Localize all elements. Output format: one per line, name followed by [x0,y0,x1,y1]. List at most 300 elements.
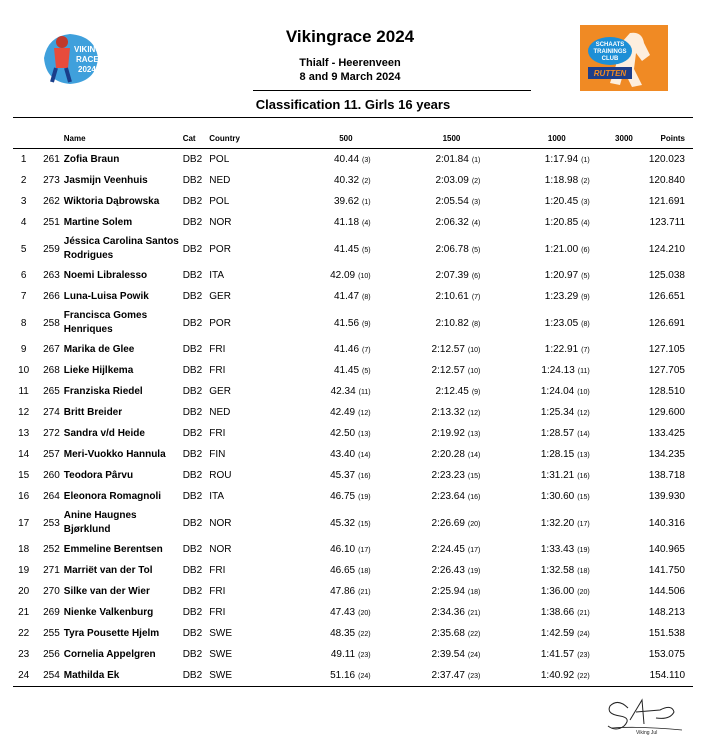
bib-number: 269 [43,607,60,618]
athlete-name: Britt Breider [63,406,123,418]
time-1500: 2:25.94 (18) [431,586,481,597]
bib-number: 273 [43,175,60,186]
svg-text:Viking Jul: Viking Jul [636,730,658,735]
category: DB2 [182,491,203,502]
rank-1000: (13) [577,452,590,459]
table-header-row [13,128,693,149]
rank: 23 [18,649,30,660]
bib-number: 263 [43,270,60,281]
rank-500: (3) [362,157,371,164]
country: FRI [209,344,226,355]
time-1000: 1:28.15 (13) [540,449,590,460]
points: 154.110 [649,670,685,681]
athlete-name: Lieke Hijlkema [63,364,134,376]
rank-1500: (13) [467,431,481,438]
table-row [13,581,693,602]
time-1000: 1:36.00 (20) [540,586,590,597]
table-row [13,212,693,233]
rank-1500: (12) [467,410,481,417]
rank-1500: (14) [467,452,481,459]
time-500: 41.56 (9) [333,317,371,329]
rank-1000: (15) [577,494,590,501]
col-name: Name [63,133,86,143]
time-500: 48.35 (22) [330,628,371,639]
athlete-name: Cornelia Appelgren [63,648,156,660]
athlete-name: Teodora Pârvu [63,469,134,481]
points: 120.840 [648,175,685,186]
time-3000 [600,423,649,444]
table-row [13,233,693,265]
points: 151.538 [648,628,685,639]
rank-1000: (12) [577,410,590,417]
results-table [13,128,693,687]
rank-1000: (1) [581,157,590,164]
time-1500: 2:07.39 (6) [435,270,481,281]
time-1500: 2:24.45 (17) [431,544,481,555]
time-1500: 2:19.92 (13) [431,428,481,439]
time-3000 [600,623,649,644]
time-3000 [600,581,649,602]
time-500: 41.18 (4) [333,217,371,228]
rank: 3 [20,196,27,207]
bib-number: 270 [43,586,60,597]
rank-1500: (10) [467,347,481,354]
header-divider [253,90,531,91]
time-3000 [600,191,649,212]
points: 140.965 [648,544,685,555]
classification-title: Classification 11. Girls 16 years [255,97,451,112]
time-1000: 1:32.58 (18) [540,565,590,576]
rank-1500: (20) [467,520,481,528]
rank: 18 [18,544,30,555]
rank-500: (10) [358,273,371,280]
time-500: 41.46 (7) [333,344,371,355]
time-500: 42.49 (12) [330,407,371,418]
table-row [13,381,693,402]
time-1000: 1:28.57 (14) [540,428,590,439]
time-1500: 2:01.84 (1) [435,154,481,165]
rank-1000: (2) [581,178,590,185]
country: FRI [209,607,226,618]
time-500: 39.62 (1) [333,196,371,207]
rank-500: (7) [362,347,371,354]
table-row [13,665,693,687]
points: 127.705 [648,365,685,376]
time-1000: 1:25.34 (12) [540,407,590,418]
category: DB2 [182,407,203,418]
rank-500: (5) [362,368,371,375]
rank-500: (11) [358,389,371,396]
category: DB2 [182,317,203,329]
category: DB2 [182,270,203,281]
points: 133.425 [648,428,685,439]
rank-1500: (9) [471,389,481,396]
svg-text:SCHAATS: SCHAATS [595,42,625,48]
athlete-name: Zofia Braun [63,153,120,165]
points: 134.235 [648,449,685,460]
athlete-name: Luna-Luisa Powik [63,290,149,302]
rank-1000: (6) [581,246,590,254]
time-3000 [600,644,649,665]
time-500: 42.34 (11) [330,386,371,397]
time-3000 [600,539,649,560]
points: 126.691 [648,317,685,329]
points: 148.213 [648,607,685,618]
category: DB2 [182,365,203,376]
country: FIN [209,449,226,460]
rank: 4 [20,217,27,228]
time-1500: 2:12.45 (9) [435,386,481,397]
rank-1000: (7) [581,347,590,354]
rank-1000: (9) [581,294,590,301]
time-3000 [600,486,649,507]
rank: 13 [18,428,30,439]
rank-1000: (11) [577,368,590,375]
bib-number: 274 [43,407,60,418]
bib-number: 257 [43,449,60,460]
event-date: 8 and 9 March 2024 [299,71,401,83]
time-3000 [600,339,649,360]
time-3000 [600,507,649,539]
rank-1000: (4) [581,220,590,227]
bib-number: 267 [43,344,60,355]
time-1000: 1:23.05 (8) [544,317,590,329]
country: GER [209,291,231,302]
category: DB2 [182,544,203,555]
category: DB2 [182,607,203,618]
time-1000: 1:21.00 (6) [544,243,590,255]
time-500: 41.45 (5) [333,365,371,376]
rank: 15 [18,470,30,481]
rank: 10 [18,365,30,376]
time-3000 [600,149,649,171]
country: ROU [209,470,232,481]
athlete-name: Jéssica Carolina Santos Rodrigues [63,236,179,261]
rank: 19 [18,565,30,576]
table-row [13,623,693,644]
table-row [13,486,693,507]
time-1000: 1:32.20 (17) [540,517,590,529]
time-1500: 2:10.61 (7) [435,291,481,302]
time-1500: 2:12.57 (10) [431,365,481,376]
country: FRI [209,586,226,597]
country: NED [209,175,231,186]
rank-500: (22) [358,631,371,638]
points: 120.023 [648,154,685,165]
time-3000 [600,212,649,233]
rank: 8 [20,317,27,329]
time-500: 40.32 (2) [333,175,371,186]
svg-text:RACE: RACE [76,55,99,64]
rank-1500: (24) [467,652,481,659]
time-500: 45.32 (15) [330,517,371,529]
time-3000 [600,465,649,486]
category: DB2 [182,175,203,186]
rank-1500: (21) [467,610,481,617]
time-3000 [600,233,649,265]
rank: 5 [20,243,27,255]
table-row [13,170,693,191]
time-3000 [600,381,649,402]
vikingrace-logo [40,28,102,88]
bib-number: 265 [43,386,60,397]
rank-500: (17) [358,547,371,554]
table-row [13,423,693,444]
category: DB2 [182,196,203,207]
table-row [13,307,693,339]
time-1500: 2:06.78 (5) [435,243,481,255]
points: 129.600 [648,407,685,418]
rank-500: (14) [358,452,371,459]
time-1500: 2:35.68 (22) [431,628,481,639]
rank-1500: (2) [471,178,481,185]
country: ITA [209,270,225,281]
signature [600,690,690,735]
rank: 24 [18,670,30,681]
rank-1500: (10) [467,368,481,375]
time-1500: 2:23.64 (16) [431,491,481,502]
time-1000: 1:24.04 (10) [540,386,590,397]
table-row [13,149,693,171]
time-3000 [600,265,649,286]
rank-1500: (23) [467,673,481,680]
rank-500: (19) [358,494,371,501]
rank: 20 [18,586,30,597]
points: 127.105 [648,344,685,355]
rank-1500: (19) [467,568,481,575]
table-row [13,644,693,665]
points: 123.711 [649,217,685,228]
time-1000: 1:38.66 (21) [540,607,590,618]
time-1000: 1:22.91 (7) [544,344,590,355]
points: 128.510 [648,386,685,397]
time-1000: 1:41.57 (23) [540,649,590,660]
rank-1000: (24) [577,631,590,638]
bib-number: 272 [43,428,60,439]
table-row [13,539,693,560]
athlete-name: Nienke Valkenburg [63,606,154,618]
rank-1500: (5) [471,246,481,254]
time-1500: 2:34.36 (21) [431,607,481,618]
table-row [13,402,693,423]
bib-number: 264 [43,491,60,502]
rank-500: (1) [362,199,371,206]
rank-1500: (6) [471,273,481,280]
rank-1000: (14) [577,431,590,438]
time-3000 [600,444,649,465]
time-500: 49.11 (23) [330,649,371,660]
table-row [13,444,693,465]
rank: 16 [18,491,30,502]
rank-500: (8) [362,294,371,301]
rank-1000: (10) [577,389,590,396]
time-3000 [600,286,649,307]
bib-number: 262 [43,196,60,207]
rank-1500: (8) [471,320,481,328]
rank-1500: (22) [467,631,481,638]
time-1000: 1:18.98 (2) [544,175,590,186]
country: POR [209,317,231,329]
rank-1500: (4) [471,220,481,227]
rank: 21 [18,607,30,618]
rank-1500: (18) [467,589,481,596]
rank: 2 [20,175,27,186]
category: DB2 [182,628,203,639]
rank-500: (20) [358,610,371,617]
category: DB2 [182,291,203,302]
time-1500: 2:12.57 (10) [431,344,481,355]
bib-number: 261 [43,154,60,165]
club-logo [580,25,668,91]
rank-1500: (15) [467,473,481,480]
rank-1000: (19) [577,547,590,554]
time-1500: 2:05.54 (3) [435,196,481,207]
points: 125.038 [648,270,685,281]
rank: 7 [20,291,27,302]
bib-number: 268 [43,365,60,376]
time-3000 [600,307,649,339]
bib-number: 259 [43,243,60,255]
athlete-name: Franziska Riedel [63,385,143,397]
rank: 22 [18,628,30,639]
rank-1000: (8) [581,320,590,328]
category: DB2 [182,670,203,681]
rank-1000: (16) [577,473,590,480]
category: DB2 [182,517,203,529]
rank: 12 [18,407,30,418]
athlete-name: Marriët van der Tol [63,564,153,576]
table-row [13,360,693,381]
rank-500: (2) [362,178,371,185]
time-1500: 2:37.47 (23) [431,670,481,681]
rank-1500: (7) [471,294,481,301]
country: SWE [209,628,233,639]
rank: 6 [20,270,27,281]
time-500: 41.47 (8) [333,291,371,302]
country: NOR [209,217,232,228]
athlete-name: Anine Haugnes Bjørklund [63,510,137,535]
category: DB2 [182,386,203,397]
time-1000: 1:33.43 (19) [540,544,590,555]
time-1500: 2:06.32 (4) [435,217,481,228]
athlete-name: Francisca Gomes Henriques [63,310,148,335]
rank-1000: (17) [577,520,590,528]
country: GER [209,386,231,397]
time-1000: 1:17.94 (1) [544,154,590,165]
table-row [13,286,693,307]
time-1000: 1:24.13 (11) [541,365,590,376]
athlete-name: Marika de Glee [63,343,135,355]
athlete-name: Emmeline Berentsen [63,543,163,555]
bib-number: 258 [43,317,60,329]
time-1000: 1:20.97 (5) [544,270,590,281]
svg-text:CLUB: CLUB [601,56,619,62]
bib-number: 256 [43,649,60,660]
athlete-name: Jasmijn Veenhuis [63,174,148,186]
country: FRI [209,565,226,576]
time-1500: 2:13.32 (12) [431,407,481,418]
time-1000: 1:42.59 (24) [540,628,590,639]
table-top-rule [13,117,693,118]
rank-1500: (16) [467,494,481,501]
svg-text:2024: 2024 [78,65,96,74]
points: 141.750 [648,565,685,576]
rank-500: (16) [358,473,371,480]
rank: 14 [18,449,30,460]
col-points: Points [660,133,685,143]
bib-number: 252 [43,544,60,555]
category: DB2 [182,449,203,460]
country: NED [209,407,231,418]
time-500: 43.40 (14) [330,449,371,460]
time-1500: 2:26.43 (19) [431,565,481,576]
points: 124.210 [648,243,685,255]
rank-1500: (3) [471,199,481,206]
country: ITA [209,491,225,502]
col-500: 500 [339,133,353,143]
rank-1000: (5) [581,273,590,280]
rank-500: (12) [358,410,371,417]
time-3000 [600,402,649,423]
table-row [13,507,693,539]
time-500: 42.09 (10) [330,270,371,281]
time-1500: 2:39.54 (24) [431,649,481,660]
svg-text:VIKING: VIKING [74,45,102,54]
time-1500: 2:26.69 (20) [431,517,481,529]
time-500: 46.65 (18) [330,565,371,576]
time-3000 [600,360,649,381]
rank-500: (21) [358,589,371,596]
rank: 1 [20,154,27,165]
points: 140.316 [648,517,685,529]
category: DB2 [182,565,203,576]
points: 153.075 [648,649,685,660]
rank-500: (24) [358,673,371,680]
bib-number: 253 [43,517,60,529]
country: POL [209,196,230,207]
time-500: 46.10 (17) [330,544,371,555]
athlete-name: Noemi Libralesso [63,269,148,281]
athlete-name: Mathilda Ek [63,669,120,681]
points: 126.651 [648,291,685,302]
table-row [13,191,693,212]
rank-1000: (20) [577,589,590,596]
category: DB2 [182,217,203,228]
rank: 9 [20,344,27,355]
table-row [13,465,693,486]
athlete-name: Eleonora Romagnoli [63,490,162,502]
rank-1000: (21) [577,610,590,617]
points: 138.718 [648,470,685,481]
country: FRI [209,428,226,439]
rank-1500: (1) [471,157,481,164]
event-venue: Thialf - Heerenveen [299,57,401,69]
bib-number: 255 [43,628,60,639]
svg-text:RUTTEN: RUTTEN [593,69,627,78]
bib-number: 254 [43,670,60,681]
time-500: 46.75 (19) [330,491,371,502]
event-title: Vikingrace 2024 [285,27,415,46]
time-1500: 2:23.23 (15) [431,470,481,481]
category: DB2 [182,470,203,481]
rank-500: (4) [362,220,371,227]
country: POL [209,154,230,165]
athlete-name: Martine Solem [63,216,133,228]
time-500: 40.44 (3) [333,154,371,165]
points: 139.930 [648,491,685,502]
rank: 17 [18,517,30,529]
category: DB2 [182,428,203,439]
